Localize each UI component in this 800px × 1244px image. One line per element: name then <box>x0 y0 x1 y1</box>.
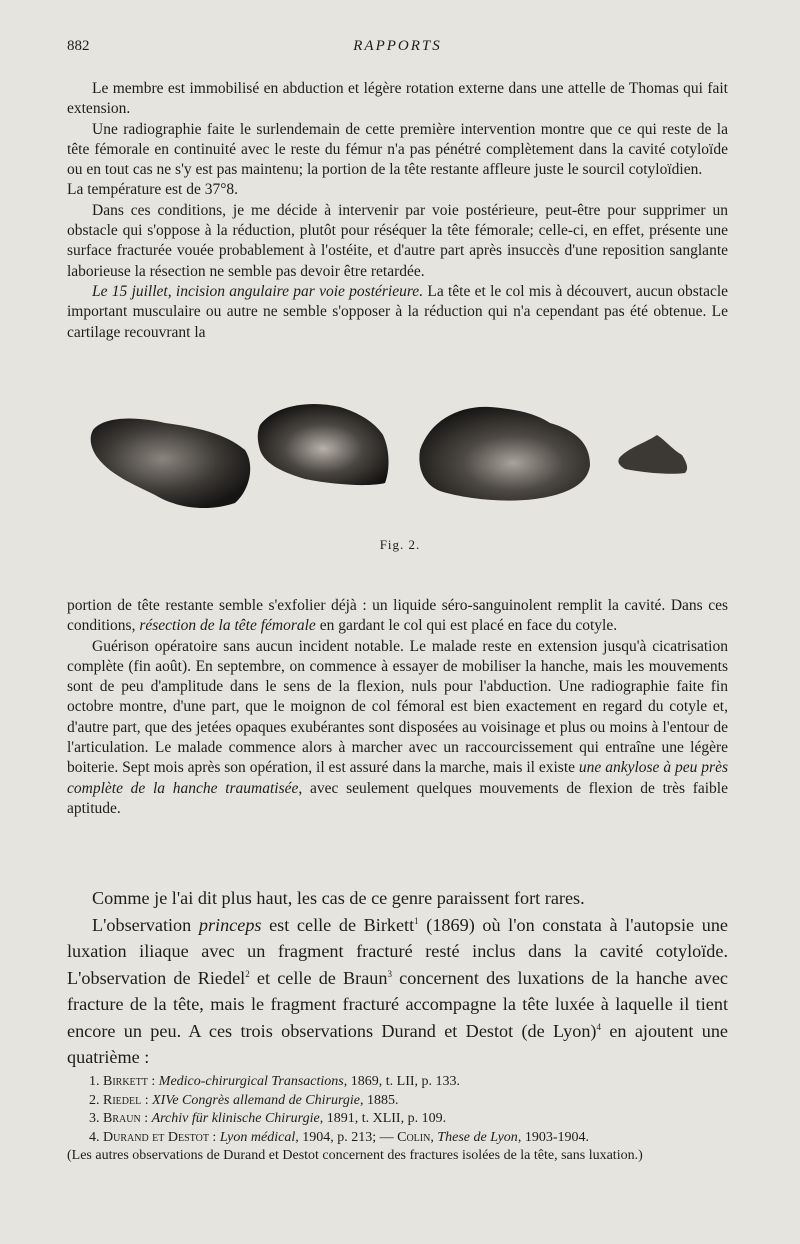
paragraph: Le membre est immobilisé en abduction et légère rotation externe dans une attelle de Thomas qui fait extension. <box>67 80 728 118</box>
fragment-2 <box>258 404 389 485</box>
footnote-number: 1. <box>89 1074 100 1089</box>
footnote-separator: , <box>430 1129 438 1145</box>
page-number: 882 <box>67 38 90 54</box>
paragraph-text: concernent des luxations de la hanche avec fracture de la tête, mais le fragment fracturé accompagne la tête luxée à laquelle il tient encore un peu. A ces trois observations Durand et Destot (de Lyon) <box>67 967 728 1041</box>
footnote-ref: 2 <box>245 968 250 979</box>
footnote-separator: : <box>141 1092 153 1108</box>
top-text-block <box>67 79 728 343</box>
paragraph: Comme je l'ai dit plus haut, les cas de ce genre paraissent fort rares. <box>92 888 585 908</box>
paragraph: Une radiographie faite le surlendemain de cette première intervention montre que ce qui reste de la tête fémorale en continuité avec le reste du fémur n'a pas pénétré complètement dans la cavité cotyloïde ou en tout cas ne s'y est pas maintenu; la portion de la tête restante affleure juste le sourcil cotyloïdien. <box>67 120 728 179</box>
paragraph-text: en ajoutent une quatrième : <box>67 1020 728 1067</box>
footnote-text: , 1869, t. LII, p. 133. <box>343 1074 461 1089</box>
bottom-text-block <box>67 885 728 1071</box>
paragraph <box>67 596 728 637</box>
footnote-title: Lyon médical <box>219 1129 296 1145</box>
paragraph-text: Guérison opératoire sans aucun incident notable. Le malade reste en extension jusqu'à cicatrisation complète (fin août). En septembre, on commence à essayer de mobiliser la hanche, mais les mouvements sont de peu d'amplitude dans le sens de la flexion, nuls pour l'abduction. Une radiographie faite fin octobre montre, d'une part, que le moignon de col fémoral est bien exactement en regard du cotyle et, d'autre part, que des jetées opaques exubérantes sont disposées au voisinage et plus ou moins à l'entour de l'articulation. Le malade commence alors à marcher avec un raccourcissement qui entraîne une légère boiterie. Sept mois après son opération, il est assuré dans la marche, mais il existe <box>67 637 728 777</box>
paragraph-text: et celle de Braun <box>249 967 388 988</box>
footnote <box>67 1092 728 1111</box>
paragraph-text: , avec seulement quelques mouvements de flexion de très faible aptitude. <box>67 779 728 817</box>
footnote-ref: 1 <box>414 915 419 926</box>
fragment-4 <box>618 435 687 474</box>
footnote-number: 2. <box>89 1092 100 1108</box>
footnote-separator: : <box>140 1111 152 1126</box>
footnote-title: XIVe Congrès allemand de Chirurgie <box>152 1092 361 1108</box>
paragraph <box>67 282 728 343</box>
paragraph: La température est de 37°8. <box>67 181 239 199</box>
footnote-title: These de Lyon <box>437 1129 518 1145</box>
running-header <box>67 38 728 60</box>
footnote-text: , 1885. <box>360 1092 399 1108</box>
fragment-3 <box>419 407 590 501</box>
paragraph <box>67 912 728 1071</box>
footnote-title: Medico-chirurgical Transactions <box>158 1074 344 1089</box>
footnote-separator: : <box>208 1129 220 1145</box>
running-title: RAPPORTS <box>353 38 442 54</box>
paragraph <box>67 637 728 820</box>
footnote-author: Colin <box>397 1129 431 1145</box>
bone-fragments-photo <box>85 395 705 515</box>
middle-text-block <box>67 596 728 819</box>
footnote-author: Durand et Destot <box>103 1129 209 1145</box>
footnote-ref: 3 <box>387 968 392 979</box>
footnote-continuation: (Les autres observations de Durand et Destot concernent des fractures isolées de la tête, sans luxation.) <box>67 1148 643 1163</box>
fragment-1 <box>91 419 251 509</box>
paragraph-text: L'observation <box>92 914 199 935</box>
italic-text: résection de la tête fémorale <box>139 617 316 635</box>
footnote-text: , 1904, p. 213; — <box>295 1129 398 1145</box>
footnote-text: , 1903-1904. <box>517 1129 589 1145</box>
footnote-separator: : <box>147 1074 159 1089</box>
paragraph-text: La tête et le col mis à découvert, aucun obstacle important musculaire ou autre ne semble s'opposer à la réduction qui n'a cependant pas été obtenue. Le cartilage recouvrant la <box>67 282 729 341</box>
footnotes <box>67 1073 728 1166</box>
paragraph-text: portion de tête restante semble s'exfolier déjà : un liquide séro-sanguinolent remplit la cavité. Dans ces conditions, <box>67 597 728 635</box>
italic-text: une ankylose à peu près complète de la hanche traumatisée <box>67 759 728 797</box>
footnote-ref: 4 <box>596 1021 601 1032</box>
footnote-author: Braun <box>103 1111 141 1126</box>
footnote-number: 4. <box>89 1129 100 1145</box>
footnote <box>67 1129 728 1148</box>
footnote <box>67 1110 728 1129</box>
paragraph-text: (1869) où l'on constata à l'autopsie une luxation iliaque avec un fragment fracturé resté inclus dans la cavité cotyloïde. L'observation de Riedel <box>67 914 728 988</box>
footnote <box>67 1073 728 1092</box>
paragraph: Dans ces conditions, je me décide à intervenir par voie postérieure, peut-être pour supprimer un obstacle qui s'oppose à la réduction, plutôt pour réséquer la tête fémorale; celle-ci, en effet, présente une surface fracturée vouée probablement à l'ostéite, et d'autre part après insuccès d'une reposition sanglante laborieuse la résection ne semble pas devoir être retardée. <box>67 201 728 280</box>
figure-bone-fragments <box>85 395 705 515</box>
footnote-title: Archiv für klinische Chirurgie <box>151 1111 320 1126</box>
paragraph-text: en gardant le col qui est placé en face du cotyle. <box>315 617 618 635</box>
footnote-author: Birkett <box>103 1074 148 1089</box>
figure-caption: Fig. 2. <box>379 537 421 552</box>
footnote-text: , 1891, t. XLII, p. 109. <box>319 1111 447 1126</box>
paragraph-text: est celle de Birkett <box>261 914 415 935</box>
footnote-author: Riedel <box>103 1092 142 1108</box>
footnote-number: 3. <box>89 1111 100 1126</box>
italic-text: Le 15 juillet, incision angulaire par voie postérieure. <box>92 282 424 300</box>
italic-text: princeps <box>198 914 262 935</box>
